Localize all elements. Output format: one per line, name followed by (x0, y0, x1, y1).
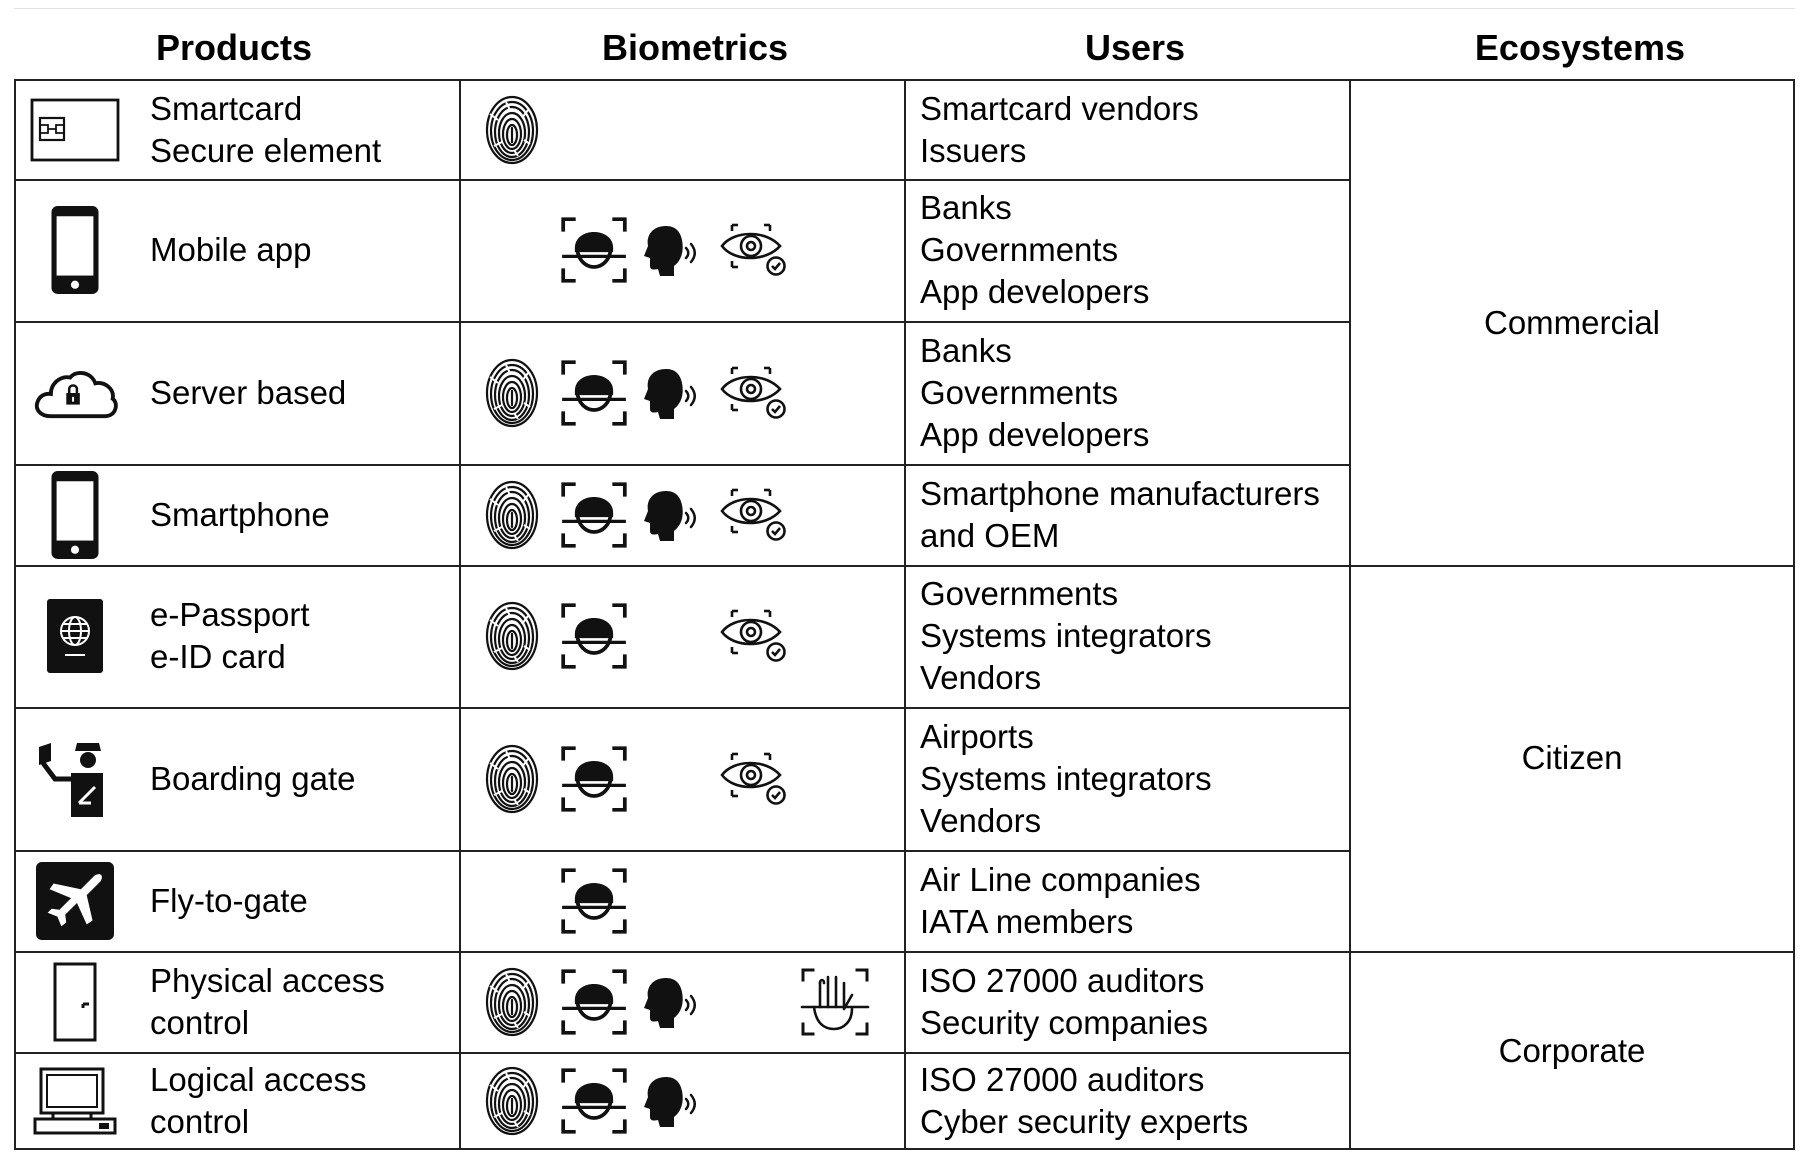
product-label: e-ID card (150, 638, 286, 675)
boarding-gate-officer-icon (37, 739, 113, 819)
voice-icon (642, 974, 698, 1030)
computer-icon (33, 1065, 117, 1137)
product-label: e-Passport (150, 596, 310, 633)
iris-icon (718, 608, 790, 664)
face-icon (560, 216, 628, 284)
product-label: Server based (150, 373, 347, 411)
face-icon (560, 359, 628, 427)
smartphone-icon (48, 469, 102, 561)
product-label: Boarding gate (150, 759, 356, 797)
face-icon (560, 745, 628, 813)
column-divider (459, 80, 461, 1150)
header-biometrics: Biometrics (601, 27, 789, 68)
user-label: Banks (920, 331, 1012, 369)
user-label: Banks (920, 189, 1012, 226)
user-label: Smartphone manufacturers (920, 474, 1320, 512)
ecosystem-citizen: Citizen (1521, 739, 1623, 776)
product-label: control (150, 1003, 250, 1041)
fingerprint-icon (484, 600, 540, 672)
user-label: Issuers (920, 131, 1027, 169)
product-label: Physical access (150, 961, 385, 999)
hand-icon (800, 967, 870, 1037)
ecosystem-commercial: Commercial (1483, 303, 1661, 341)
user-label: Governments (920, 373, 1119, 411)
user-label: IATA members (920, 902, 1134, 940)
product-label: control (150, 1103, 250, 1140)
user-label: ISO 27000 auditors (920, 1061, 1205, 1098)
row-divider (14, 565, 1349, 567)
row-divider (14, 1052, 1349, 1054)
row-divider (14, 707, 1349, 709)
fingerprint-icon (484, 1065, 540, 1137)
user-label: Airports (920, 717, 1034, 755)
header-products: Products (155, 27, 313, 68)
product-label: Smartcard (150, 89, 303, 127)
face-icon (560, 1067, 628, 1135)
row-divider (14, 179, 1349, 181)
door-icon (53, 962, 97, 1042)
user-label: Vendors (920, 659, 1042, 696)
header-ecosystems: Ecosystems (1474, 27, 1686, 68)
mobile-phone-icon (48, 204, 102, 296)
row-divider (14, 951, 1349, 953)
fingerprint-icon (484, 479, 540, 551)
user-label: ISO 27000 auditors (920, 961, 1205, 999)
user-label: Systems integrators (920, 617, 1212, 654)
user-label: App developers (920, 415, 1150, 453)
user-label: Systems integrators (920, 759, 1212, 797)
user-label: App developers (920, 273, 1150, 310)
ecosystem-divider (1349, 565, 1795, 567)
iris-icon (718, 751, 790, 807)
column-divider (1349, 80, 1351, 1150)
row-divider (14, 321, 1349, 323)
row-divider (14, 464, 1349, 466)
voice-icon (642, 1073, 698, 1129)
smartcard-icon (30, 98, 120, 162)
iris-icon (718, 487, 790, 543)
airplane-icon (36, 862, 114, 940)
user-label: Cyber security experts (920, 1103, 1249, 1140)
column-divider (904, 80, 906, 1150)
fingerprint-icon (484, 357, 540, 429)
user-label: and OEM (920, 516, 1060, 554)
product-label: Logical access (150, 1061, 367, 1098)
voice-icon (642, 365, 698, 421)
face-icon (560, 867, 628, 935)
voice-icon (642, 222, 698, 278)
user-label: Governments (920, 575, 1119, 612)
fingerprint-icon (484, 966, 540, 1038)
user-label: Air Line companies (920, 860, 1201, 898)
user-label: Smartcard vendors (920, 89, 1199, 127)
cloud-lock-icon (29, 364, 121, 422)
fingerprint-icon (484, 94, 540, 166)
voice-icon (642, 487, 698, 543)
face-icon (560, 968, 628, 1036)
user-label: Security companies (920, 1003, 1208, 1041)
product-label: Secure element (150, 131, 382, 169)
row-divider (14, 850, 1349, 852)
header-users: Users (1084, 27, 1186, 68)
ecosystem-corporate: Corporate (1498, 1031, 1646, 1069)
fingerprint-icon (484, 743, 540, 815)
top-gridline (14, 8, 1795, 9)
product-label: Mobile app (150, 231, 312, 268)
user-label: Governments (920, 231, 1119, 268)
product-label: Smartphone (150, 495, 330, 533)
ecosystem-divider (1349, 951, 1795, 953)
face-icon (560, 481, 628, 549)
iris-icon (718, 222, 790, 278)
user-label: Vendors (920, 801, 1042, 839)
iris-icon (718, 365, 790, 421)
product-label: Fly-to-gate (150, 881, 308, 919)
passport-icon (45, 596, 105, 676)
face-icon (560, 602, 628, 670)
